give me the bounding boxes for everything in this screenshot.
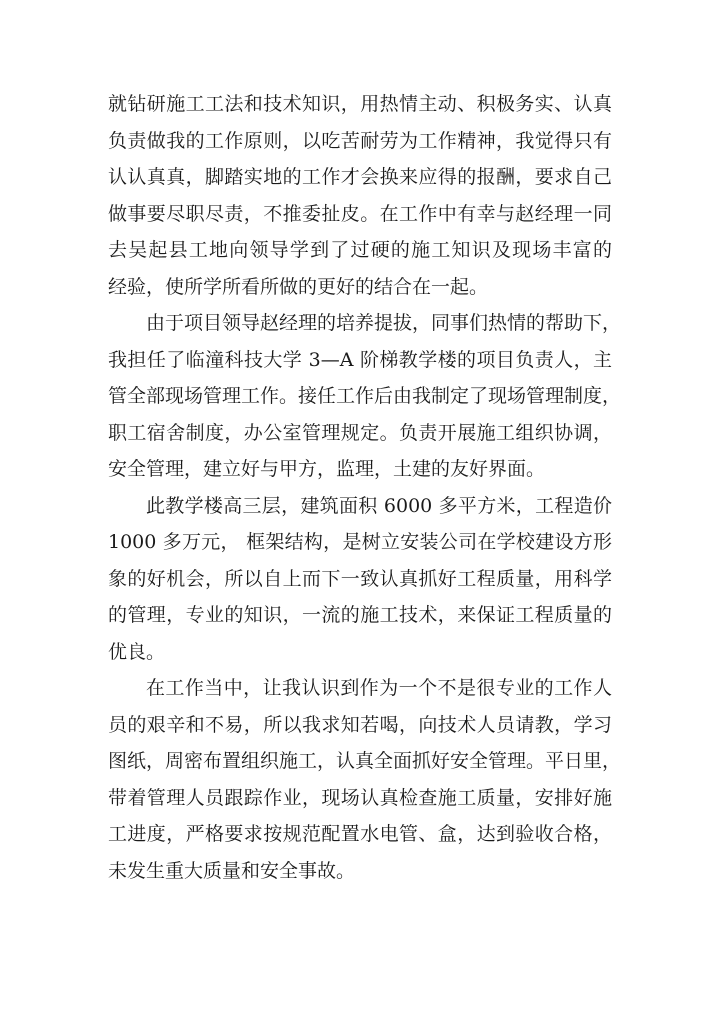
paragraph-2 — [108, 305, 622, 488]
text-line: 去吴起县工地向领导学到了过硬的施工知识及现场丰富的 — [108, 239, 612, 261]
document-body — [108, 86, 622, 889]
text-line: 由于项目领导赵经理的培养提拔，同事们热情的帮助下， — [146, 312, 622, 334]
text-line: 我担任了临潼科技大学 3—A 阶梯教学楼的项目负责人，主 — [108, 348, 612, 371]
text-line: 优良。 — [108, 640, 166, 663]
text-line: 负责做我的工作原则，以吃苦耐劳为工作精神，我觉得只有 — [108, 129, 612, 152]
text-line: 此教学楼高三层，建筑面积 6000 多平方米，工程造价 — [146, 494, 612, 517]
text-line: 带着管理人员跟踪作业，现场认真检查施工质量，安排好施 — [108, 786, 612, 809]
text-line: 认认真真，脚踏实地的工作才会换来应得的报酬，要求自己 — [108, 166, 612, 188]
text-line: 员的艰辛和不易，所以我求知若喝，向技术人员请教，学习 — [108, 713, 612, 736]
text-line: 图纸，周密布置组织施工，认真全面抓好安全管理。平日里， — [108, 750, 622, 772]
text-line: 职工宿舍制度，办公室管理规定。负责开展施工组织协调， — [108, 421, 612, 444]
paragraph-1 — [108, 86, 612, 305]
text-line: 经验，使所学所看所做的更好的结合在一起。 — [108, 275, 489, 298]
text-line: 1000 多万元， 框架结构，是树立安装公司在学校建设方形 — [108, 531, 612, 553]
text-line: 安全管理，建立好与甲方，监理，土建的友好界面。 — [108, 458, 546, 480]
text-line: 的管理，专业的知识，一流的施工技术，来保证工程质量的 — [108, 604, 612, 626]
paragraph-3 — [108, 488, 612, 671]
text-line: 管全部现场管理工作。接任工作后由我制定了现场管理制度， — [108, 385, 622, 407]
text-line: 象的好机会，所以自上而下一致认真抓好工程质量，用科学 — [108, 567, 612, 590]
text-line: 在工作当中，让我认识到作为一个不是很专业的工作人 — [146, 677, 612, 699]
text-line: 就钻研施工工法和技术知识，用热情主动、积极务实、认真 — [108, 93, 612, 115]
text-line: 工进度，严格要求按规范配置水电管、盒，达到验收合格， — [108, 823, 612, 845]
text-line: 做事要尽职尽责，不推委扯皮。在工作中有幸与赵经理一同 — [108, 202, 612, 225]
text-line: 未发生重大质量和安全事故。 — [108, 859, 356, 882]
paragraph-4 — [108, 670, 622, 889]
